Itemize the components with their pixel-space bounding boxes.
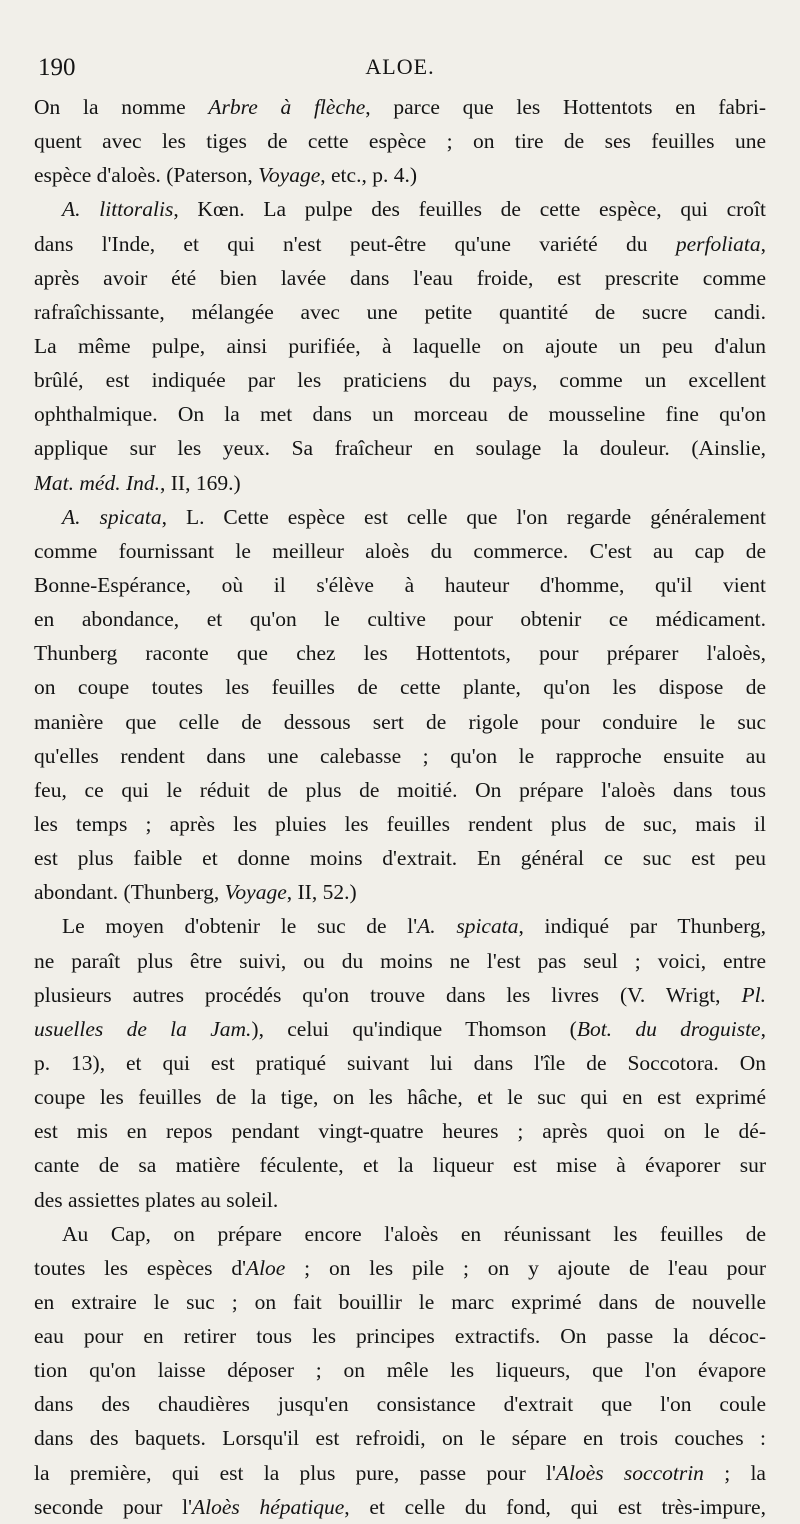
text-line [34, 466, 766, 500]
page-number: 190 [38, 54, 76, 81]
text-line [34, 670, 766, 704]
italic-text: Voyage [224, 880, 287, 905]
text-segment: plusieurs autres procédés qu'on trouve dans les livres (V. Wrigt, [34, 982, 742, 1007]
italic-text: usuelles de la Jam. [34, 1016, 252, 1041]
text-segment: est plus faible et donne moins d'extrait. En général ce suc est peu [34, 846, 766, 871]
text-segment: La même pulpe, ainsi purifiée, à laquelle on ajoute un peu d'alun [34, 333, 766, 358]
text-segment: quent avec les tiges de cette espèce ; on tire de ses feuilles une [34, 129, 766, 154]
text-segment: feu, ce qui le réduit de plus de moitié. On prépare l'aloès dans tous [34, 777, 766, 802]
text-line [34, 1421, 766, 1455]
text-line [34, 1456, 766, 1490]
text-line [34, 636, 766, 670]
text-segment: applique sur les yeux. Sa fraîcheur en soulage la douleur. (Ainslie, [34, 436, 766, 461]
text-line [34, 568, 766, 602]
text-line [34, 602, 766, 636]
text-segment: dans l'Inde, et qui n'est peut-être qu'une variété du [34, 231, 676, 256]
text-segment: , II, 169.) [160, 470, 241, 495]
text-line [34, 192, 766, 226]
text-segment: comme fournissant le meilleur aloès du commerce. C'est au cap de [34, 538, 766, 563]
italic-text: A. spicata [417, 914, 519, 939]
text-line [34, 739, 766, 773]
text-segment: manière que celle de dessous sert de rigole pour conduire le suc [34, 709, 766, 734]
italic-text: A. spicata [62, 504, 162, 529]
text-segment: tion qu'on laisse déposer ; on mêle les liqueurs, que l'on évapore [34, 1358, 766, 1383]
text-segment: en abondance, et qu'on le cultive pour obtenir ce médicament. [34, 607, 766, 632]
text-segment: cante de sa matière féculente, et la liqueur est mise à évaporer sur [34, 1153, 766, 1178]
text-segment: qu'elles rendent dans une calebasse ; qu'on le rapproche ensuite au [34, 743, 766, 768]
text-line [34, 1046, 766, 1080]
text-segment: on coupe toutes les feuilles de cette plante, qu'on les dispose de [34, 675, 766, 700]
text-line [34, 158, 766, 192]
text-line [34, 1285, 766, 1319]
text-line [34, 1217, 766, 1251]
italic-text: Aloe [245, 1255, 286, 1280]
text-line [34, 363, 766, 397]
text-segment: , Kœn. La pulpe des feuilles de cette espèce, qui croît [173, 197, 766, 222]
text-segment: , etc., p. 4.) [320, 163, 417, 188]
text-segment: , [760, 1016, 766, 1041]
text-segment: On la nomme [34, 95, 209, 119]
text-line [34, 1012, 766, 1046]
text-line [34, 431, 766, 465]
text-segment: la première, qui est la plus pure, passe pour l' [34, 1460, 556, 1485]
text-line [34, 1080, 766, 1114]
text-line [34, 944, 766, 978]
text-line [34, 978, 766, 1012]
text-line [34, 1387, 766, 1421]
italic-text: perfoliata [675, 231, 761, 256]
text-segment: ophthalmique. On la met dans un morceau de mousseline fine qu'on [34, 402, 766, 427]
text-line [34, 90, 766, 124]
text-segment: en extraire le suc ; on fait bouillir le marc exprimé dans de nouvelle [34, 1289, 766, 1314]
text-segment: ), celui qu'indique Thomson ( [251, 1016, 577, 1041]
text-segment: brûlé, est indiquée par les praticiens du pays, comme un excellent [34, 368, 766, 393]
text-segment: , [760, 231, 766, 256]
text-line [34, 500, 766, 534]
text-segment: abondant. (Thunberg, [34, 880, 225, 905]
text-segment: seconde pour l' [34, 1494, 192, 1519]
text-line [34, 534, 766, 568]
text-segment: , et celle du fond, qui est très-impure, [344, 1494, 766, 1519]
italic-text: Arbre à flèche [208, 95, 366, 119]
italic-text: Mat. méd. Ind. [34, 470, 160, 495]
text-segment: rafraîchissante, mélangée avec une petite quantité de sucre candi. [34, 299, 766, 324]
text-segment: est mis en repos pendant vingt-quatre heures ; après quoi on le dé- [34, 1119, 766, 1144]
text-line [34, 807, 766, 841]
body-text [34, 90, 766, 1524]
text-line [34, 397, 766, 431]
text-line [34, 1183, 766, 1217]
text-segment: Thunberg raconte que chez les Hottentots, pour préparer l'aloès, [34, 641, 766, 666]
italic-text: Aloès hépatique [191, 1494, 345, 1519]
text-line [34, 875, 766, 909]
page-header [34, 50, 766, 90]
text-line [34, 1353, 766, 1387]
text-line [34, 227, 766, 261]
text-line [34, 1148, 766, 1182]
text-segment: ne paraît plus être suivi, ou du moins ne l'est pas seul ; voici, entre [34, 948, 766, 973]
text-segment: p. 13), et qui est pratiqué suivant lui dans l'île de Soccotora. On [34, 1050, 766, 1075]
text-line [34, 841, 766, 875]
text-segment: , indiqué par Thunberg, [518, 914, 766, 939]
text-segment: après avoir été bien lavée dans l'eau froide, est prescrite comme [34, 265, 766, 290]
text-segment: espèce d'aloès. (Paterson, [34, 163, 259, 188]
text-line [34, 773, 766, 807]
text-segment: ; la [703, 1460, 766, 1485]
text-line [34, 261, 766, 295]
italic-text: A. littoralis [62, 197, 174, 222]
text-line [34, 124, 766, 158]
text-line [34, 1490, 766, 1524]
text-line [34, 705, 766, 739]
italic-text: Voyage [258, 163, 321, 188]
text-segment: Le moyen d'obtenir le suc de l' [62, 914, 418, 939]
text-segment: Au Cap, on prépare encore l'aloès en réunissant les feuilles de [62, 1221, 766, 1246]
text-segment: Bonne-Espérance, où il s'élève à hauteur d'homme, qu'il vient [34, 572, 766, 597]
text-segment: eau pour en retirer tous les principes extractifs. On passe la décoc- [34, 1324, 766, 1349]
text-segment: ; on les pile ; on y ajoute de l'eau pour [285, 1255, 766, 1280]
text-segment: coupe les feuilles de la tige, on les hâche, et le suc qui en est exprimé [34, 1085, 766, 1110]
text-segment: dans des chaudières jusqu'en consistance d'extrait que l'on coule [34, 1392, 766, 1417]
text-line [34, 1114, 766, 1148]
text-segment: les temps ; après les pluies les feuilles rendent plus de suc, mais il [34, 811, 766, 836]
italic-text: Bot. du droguiste [576, 1016, 761, 1041]
text-segment: toutes les espèces d' [34, 1255, 246, 1280]
italic-text: Aloès soccotrin [555, 1460, 704, 1485]
text-line [34, 329, 766, 363]
text-segment: , parce que les Hottentots en fabri- [365, 95, 766, 119]
text-line [34, 909, 766, 943]
text-segment: des assiettes plates au soleil. [34, 1187, 279, 1212]
text-line [34, 295, 766, 329]
italic-text: Pl. [741, 982, 766, 1007]
text-segment: , II, 52.) [286, 880, 357, 905]
text-line [34, 1251, 766, 1285]
running-title: ALOE. [365, 54, 435, 79]
text-segment: dans des baquets. Lorsqu'il est refroidi, on le sépare en trois couches : [34, 1426, 766, 1451]
text-segment: , L. Cette espèce est celle que l'on regarde généralement [161, 504, 766, 529]
text-line [34, 1319, 766, 1353]
